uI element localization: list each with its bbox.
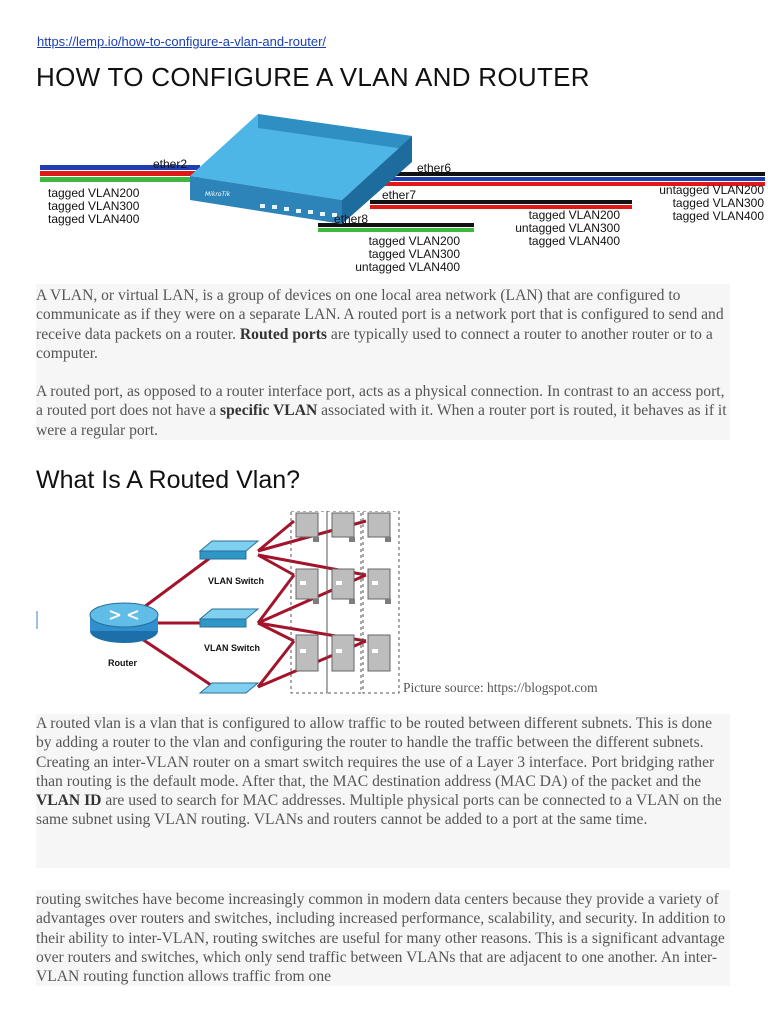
source-url-link[interactable]: https://lemp.io/how-to-configure-a-vlan-and-router/ (37, 34, 327, 49)
cable-red (40, 171, 200, 176)
section-heading: What Is A Routed Vlan? (36, 466, 301, 494)
picture-caption: Picture source: https://blogspot.com (403, 680, 598, 695)
router-label: Router (108, 658, 137, 668)
intro-paragraph-2: A routed port, as opposed to a router interface port, acts as a physical connection. In contrast to an access port, a routed port does not have a specific VLAN associated with it. When a router port is routed, it behaves as if it were a regular port. (36, 383, 727, 439)
ether8-label: ether8 (334, 212, 369, 226)
intro-paragraph-1: A VLAN, or virtual LAN, is a group of devices on one local area network (LAN) that are configured to communicate as if they were on a separate LAN. A routed port is a network port that is configured to send and receive data packets on a router. Routed ports are typically used to connect a router to another router or to a computer. (36, 287, 724, 362)
cable-green (40, 177, 200, 182)
cable-green (318, 228, 474, 232)
cable-blue (385, 177, 765, 181)
routed-vlan-diagram (36, 511, 730, 695)
ether2-label: ether2 (153, 157, 188, 171)
ether7-label: ether7 (382, 188, 417, 202)
vlan-router-diagram (0, 108, 768, 278)
server-racks (296, 513, 391, 671)
routing-switches-text-block (36, 890, 730, 986)
ether8-vlan-tags: tagged VLAN200 tagged VLAN300 untagged VLAN400 (355, 234, 460, 274)
ether6-label: ether6 (417, 161, 452, 175)
router-icon (90, 603, 158, 643)
intro-text-block (36, 284, 730, 440)
switch-label-1: VLAN Switch (208, 576, 265, 586)
routed-vlan-paragraph-2: Creating an inter-VLAN router on a smart switch requires the use of a Layer 3 interface. Port bridging rather than routing is the default mode. After that, the MAC destination address (MAC DA) of the packet and the VLAN ID are used to search for MAC addresses. Multiple physical ports can be connected to a VLAN on the same subnet using VLAN routing. VLANs and routers cannot be added to a port at the same time. (36, 753, 722, 829)
svg-text:MikroTik: MikroTik (205, 191, 231, 198)
routed-vlan-paragraph-1: A routed vlan is a vlan that is configured to allow traffic to be routed between different subnets. This is done by adding a router to the vlan and configuring the router to handle the traffic between the different subnets. (36, 715, 712, 752)
routing-switches-paragraph: routing switches have become increasingly common in modern data centers because they provide a variety of advantages over routers and switches, including increased performance, scalability, and security. In addition to their ability to inter-VLAN, routing switches are useful for many other reasons. This is a significant advantage over routers and switches, which only send traffic between VLANs that are adjacent to one another. An inter-VLAN routing function allows traffic from one (36, 891, 726, 986)
left-vlan-tags: tagged VLAN200 tagged VLAN300 tagged VLAN400 (48, 186, 140, 226)
switch-label-2: VLAN Switch (204, 643, 261, 653)
ether6-vlan-tags: untagged VLAN200 tagged VLAN300 tagged VLAN400 (659, 183, 764, 223)
routed-vlan-text-block (36, 714, 730, 868)
ether7-vlan-tags: tagged VLAN200 untagged VLAN300 tagged VLAN400 (515, 208, 620, 248)
page-title: HOW TO CONFIGURE A VLAN AND ROUTER (36, 62, 590, 92)
